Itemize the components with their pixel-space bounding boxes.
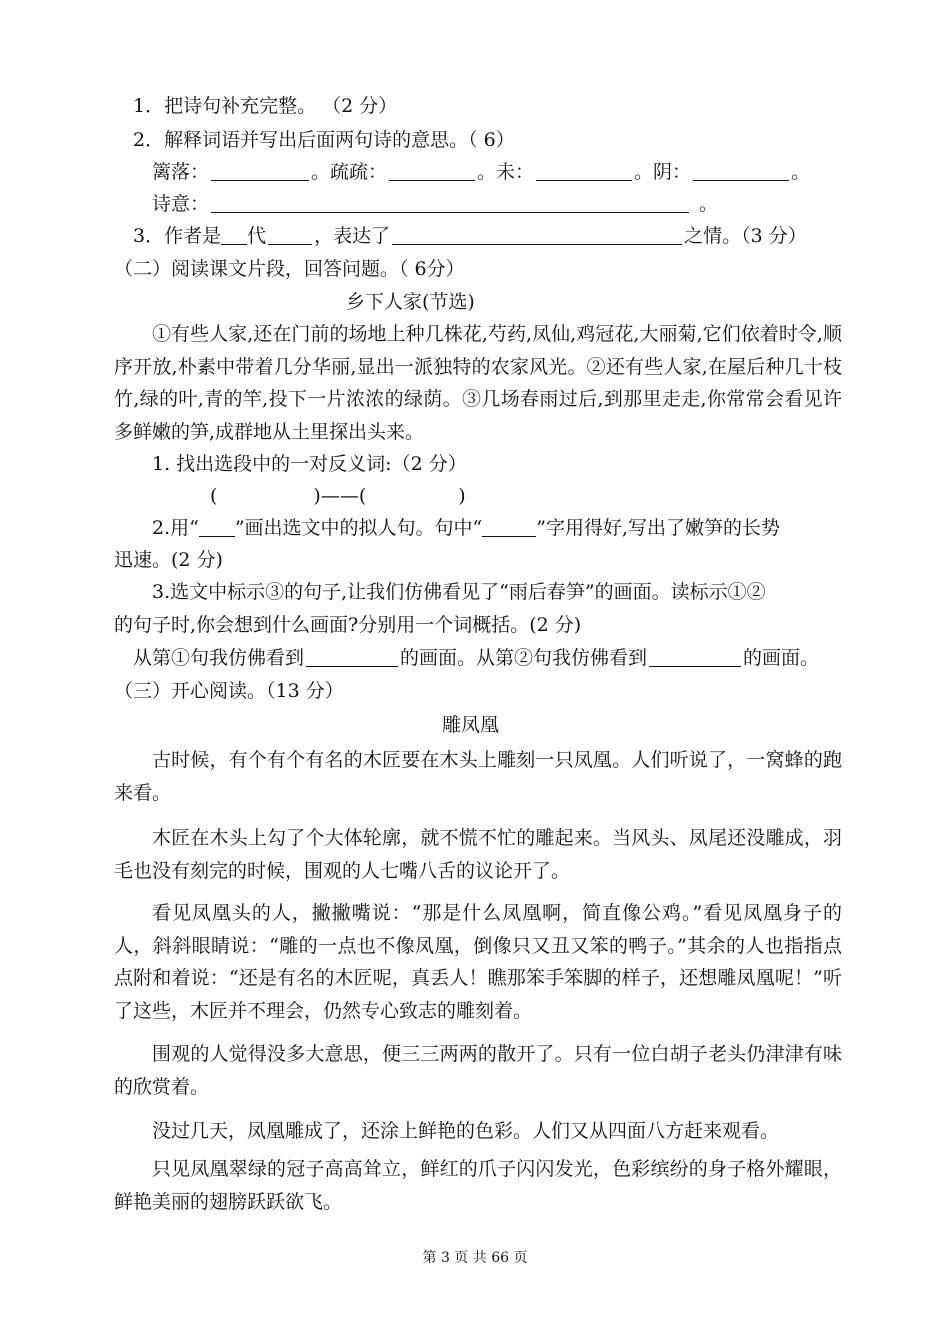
story-paragraph-1: 古时候，有个有个有名的木匠要在木头上雕刻一只凤凰。人们听说了，一窝蜂的跑来看。: [114, 749, 842, 804]
section-2-heading: （二）阅读课文片段，回答问题。（ 6分）: [114, 258, 465, 280]
word-label-2: 。疏疏：: [311, 161, 388, 183]
answer-blank[interactable]: [389, 162, 475, 181]
q3-mid2: ，表达了: [314, 225, 391, 247]
answer-blank[interactable]: [693, 162, 789, 181]
answer-blank[interactable]: [392, 226, 682, 245]
word-end: 。: [791, 161, 811, 183]
answer-blank[interactable]: [211, 162, 309, 181]
answer-blank[interactable]: [536, 162, 632, 181]
section-2-title: 乡下人家(节选): [346, 291, 475, 313]
q2-part-b: ”画出选文中的拟人句。句中“: [234, 517, 483, 539]
story-paragraph-2: 木匠在木头上勾了个大体轮廓，就不慌不忙的雕起来。当风头、凤尾还没雕成，羽毛也没有刻完的时候，围观的人七嘴八舌的议论开了。: [114, 827, 842, 882]
paren-left: (: [210, 485, 218, 507]
meaning-label: 诗意：: [152, 193, 210, 215]
section-3-heading: （三）开心阅读。（13 分）: [114, 680, 344, 702]
answer-blank[interactable]: [199, 518, 235, 537]
section-2-question-3-line-1: 3.选文中标示③的句子,让我们仿佛看见了“雨后春笋”的画面。读标示①②: [152, 581, 766, 603]
section-3-title: 雕凤凰: [442, 714, 500, 736]
question-1: 1．把诗句补充完整。 （2 分）: [133, 95, 398, 117]
answer-blank[interactable]: [268, 226, 312, 245]
paren-mid: )——(: [313, 485, 367, 507]
question-2-words: [152, 160, 810, 184]
section-2-question-3-line-2: 的句子时,你会想到什么画面?分别用一个词概括。(2 分): [114, 614, 582, 636]
word-label-4: 。阴：: [634, 161, 692, 183]
q2-part-a: 2.用“: [152, 517, 199, 539]
q3-suffix: 之情。（3 分）: [684, 225, 807, 247]
page-number: 第 3 页 共 66 页: [422, 1250, 528, 1266]
q3-answer-b: 的画面。从第②句我仿佛看到: [400, 647, 648, 669]
question-2-meaning: [152, 192, 718, 216]
answer-blank[interactable]: [211, 194, 689, 213]
story-paragraph-3: 看见凤凰头的人，撇撇嘴说：“那是什么凤凰啊，简直像公鸡。”看见凤凰身子的人，斜斜眼睛说：“雕的一点也不像凤凰，倒像只又丑又笨的鸭子。”其余的人也指指点点附和着说：“还是有名的木匠呢，真丢人！瞧那笨手笨脚的样子，还想雕凤凰呢！”听了这些，木匠并不理会，仍然专心致志的雕刻着。: [114, 902, 842, 1022]
story-paragraph-6: 只见凤凰翠绿的冠子高高耸立，鲜红的爪子闪闪发光，色彩缤纷的身子格外耀眼，鲜艳美丽的翅膀跃跃欲飞。: [114, 1158, 842, 1213]
meaning-end: 。: [699, 193, 719, 215]
paren-right: ): [458, 485, 466, 507]
question-3: [133, 224, 807, 248]
section-2-question-2: [152, 516, 780, 540]
q3-prefix: 3．作者是: [133, 225, 222, 247]
word-label-3: 。未：: [477, 161, 535, 183]
story-paragraph-4: 围观的人觉得没多大意思，便三三两两的散开了。只有一位白胡子老头仍津津有味的欣赏着。: [114, 1043, 842, 1098]
question-2: 2．解释词语并写出后面两句诗的意思。（ 6）: [133, 129, 515, 151]
answer-blank[interactable]: [482, 518, 536, 537]
answer-blank[interactable]: [306, 648, 398, 667]
q3-answer-c: 的画面。: [743, 647, 820, 669]
section-2-question-2-cont: 迅速。(2 分): [114, 549, 223, 571]
answer-blank[interactable]: [649, 648, 741, 667]
section-2-question-3-answer: [133, 646, 819, 670]
story-paragraph-5: 没过几天，凤凰雕成了，还涂上鲜艳的色彩。人们又从四面八方赶来观看。: [152, 1120, 780, 1142]
word-label-1: 篱落：: [152, 161, 210, 183]
q3-answer-a: 从第①句我仿佛看到: [133, 647, 305, 669]
q3-mid1: 代: [247, 225, 267, 247]
section-2-passage: ①有些人家,还在门前的场地上种几株花,芍药,凤仙,鸡冠花,大丽菊,它们依着时令,顺序开放,朴素中带着几分华丽,显出一派独特的农家风光。②还有些人家,在屋后种几十枝竹,绿的叶,青的竿,投下一片浓浓的绿荫。③几场春雨过后,到那里走走,你常常会看见许多鲜嫩的笋,成群地从土里探出头来。: [114, 323, 842, 443]
antonym-pair: [210, 484, 466, 508]
q2-part-c: ”字用得好,写出了嫩笋的长势: [536, 517, 781, 539]
section-2-question-1: 1. 找出选段中的一对反义词:（2 分）: [152, 453, 467, 475]
answer-blank[interactable]: [221, 226, 247, 245]
